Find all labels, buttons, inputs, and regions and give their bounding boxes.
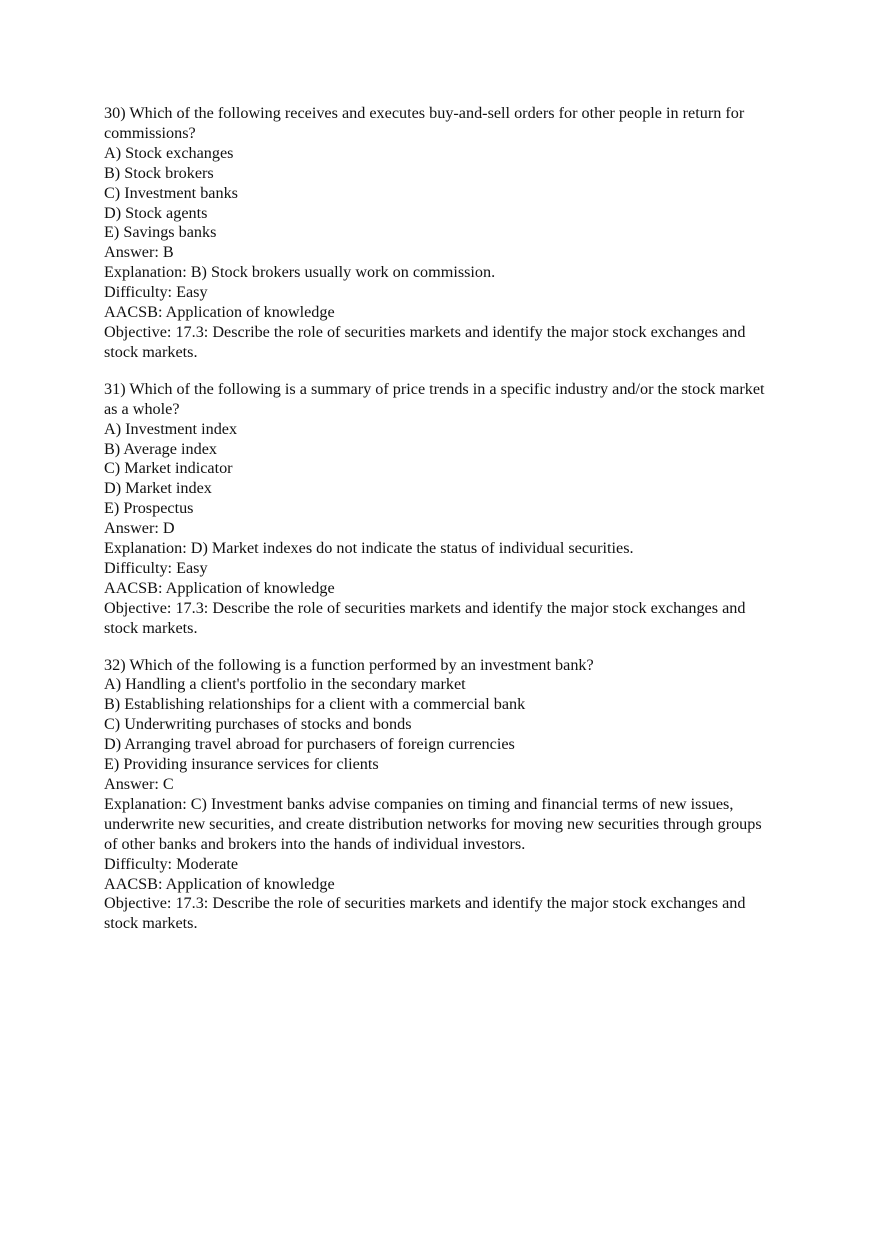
aacsb-line: AACSB: Application of knowledge [104,303,335,322]
explanation-line: Explanation: C) Investment banks advise companies on timing and financial terms of new issues, underwrite new securities, and create distribution networks for moving new securities through groups of other banks and brokers into the hands of individual investors. [104,794,762,853]
difficulty-line: Difficulty: Easy [104,558,208,577]
objective-line: Objective: 17.3: Describe the role of securities markets and identify the major stock exchanges and stock markets. [104,322,746,361]
explanation-line: Explanation: D) Market indexes do not indicate the status of individual securities. [104,539,634,558]
option-e: E) Providing insurance services for clients [104,755,379,774]
option-b: B) Average index [104,439,217,458]
objective-line: Objective: 17.3: Describe the role of securities markets and identify the major stock exchanges and stock markets. [104,894,746,933]
aacsb-line: AACSB: Application of knowledge [104,578,335,597]
option-a: A) Stock exchanges [104,143,234,162]
option-b: B) Establishing relationships for a client with a commercial bank [104,695,526,714]
question-stem: 32) Which of the following is a function performed by an investment bank? [104,655,594,674]
question-block [104,656,774,935]
difficulty-line: Difficulty: Easy [104,283,208,302]
option-e: E) Savings banks [104,223,217,242]
option-c: C) Market indicator [104,459,233,478]
answer-line: Answer: D [104,519,175,538]
objective-line: Objective: 17.3: Describe the role of securities markets and identify the major stock exchanges and stock markets. [104,598,746,637]
option-c: C) Underwriting purchases of stocks and bonds [104,715,412,734]
option-e: E) Prospectus [104,499,194,518]
aacsb-line: AACSB: Application of knowledge [104,874,335,893]
explanation-line: Explanation: B) Stock brokers usually work on commission. [104,263,496,282]
option-a: A) Handling a client's portfolio in the secondary market [104,675,466,694]
question-stem: 31) Which of the following is a summary of price trends in a specific industry and/or the stock market as a whole? [104,379,765,418]
option-a: A) Investment index [104,419,238,438]
option-b: B) Stock brokers [104,163,214,182]
difficulty-line: Difficulty: Moderate [104,854,239,873]
answer-line: Answer: B [104,243,174,262]
option-d: D) Arranging travel abroad for purchasers of foreign currencies [104,735,515,754]
document-page [104,104,774,951]
question-stem: 30) Which of the following receives and executes buy-and-sell orders for other people in return for commissions? [104,104,745,142]
question-block [104,380,774,639]
answer-line: Answer: C [104,775,174,793]
question-block [104,104,774,363]
option-c: C) Investment banks [104,183,238,202]
option-d: D) Stock agents [104,203,208,222]
option-d: D) Market index [104,479,212,498]
